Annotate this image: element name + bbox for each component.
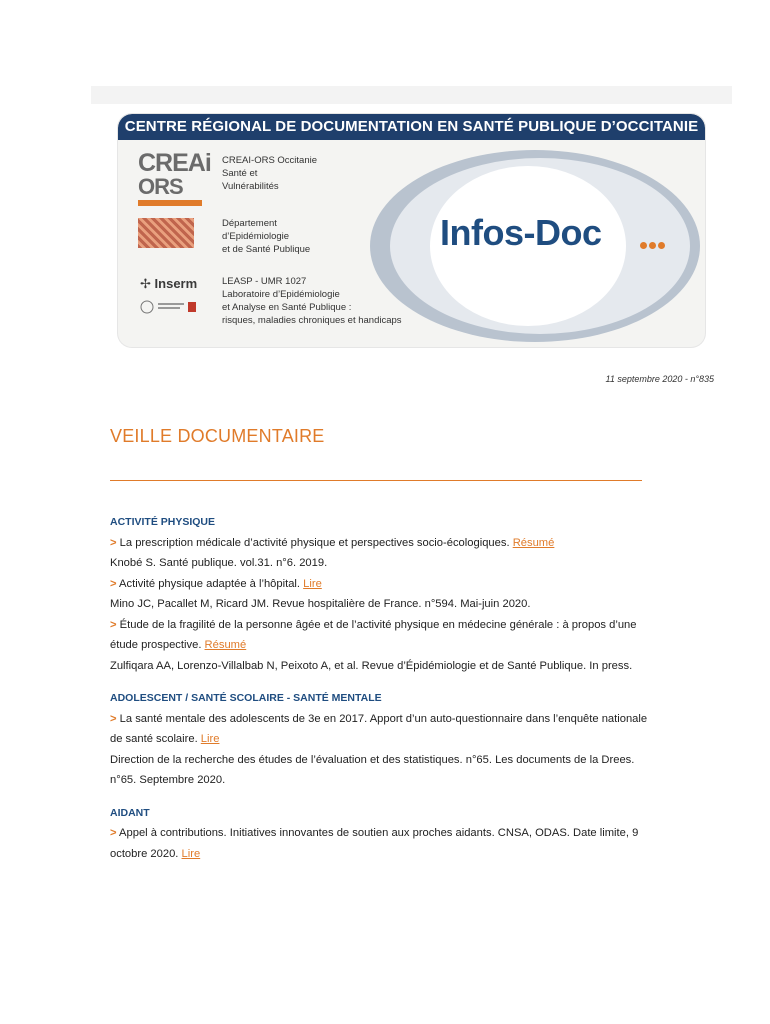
banner-title: CENTRE RÉGIONAL DE DOCUMENTATION EN SANTÉ PUBLIQUE D’OCCITANIE xyxy=(118,114,705,140)
ors-logo-text: ORS xyxy=(138,174,183,199)
category-title: AIDANT xyxy=(110,806,150,819)
top-bar xyxy=(91,86,732,104)
list-item-source: Zulfiqara AA, Lorenzo-Villalbab N, Peixoto A, et al. Revue d’Épidémiologie et de Santé Publique. In press. xyxy=(110,659,633,672)
list-item-title: > Activité physique adaptée à l’hôpital. Lire xyxy=(110,577,322,590)
arrow-icon: > xyxy=(110,577,117,590)
university-logo xyxy=(140,300,210,318)
desp-logo-pattern xyxy=(138,218,194,248)
category-title: ACTIVITÉ PHYSIQUE xyxy=(110,516,216,528)
section-divider xyxy=(110,480,642,481)
arrow-icon: > xyxy=(110,536,117,549)
document-list xyxy=(110,512,710,864)
leasp-description: LEASP - UMR 1027 Laboratoire d’Epidémiologie et Analyse en Santé Publique : risques, maladies chroniques et handicaps xyxy=(222,276,402,326)
infos-doc-title: Infos-Doc xyxy=(440,212,602,253)
arrow-icon: > xyxy=(110,827,117,839)
inserm-logo: ✢ Inserm xyxy=(140,276,198,291)
list-item-title-cont: octobre 2020. Lire xyxy=(110,847,201,860)
university-seal-icon xyxy=(140,300,200,314)
list-item-source: Direction de la recherche des études de l’évaluation et des statistiques. n°65. Les documents de la Drees. xyxy=(110,753,635,766)
resume-link[interactable]: Résumé xyxy=(204,639,247,651)
list-item-title: > Étude de la fragilité de la personne âgée et de l’activité physique en médecine générale : à propos d’une xyxy=(110,618,637,631)
list-item-title: > La santé mentale des adolescents de 3e en 2017. Apport d’un auto-questionnaire dans l’enquête nationale xyxy=(110,712,648,725)
list-item-source: Mino JC, Pacallet M, Ricard JM. Revue hospitalière de France. n°594. Mai-juin 2020. xyxy=(110,598,531,610)
list-item-title: > Appel à contributions. Initiatives innovantes de soutien aux proches aidants. CNSA, ODAS. Date limite, 9 xyxy=(110,827,639,839)
header-banner xyxy=(118,114,705,347)
read-link[interactable]: Lire xyxy=(200,733,220,745)
arrow-icon: > xyxy=(110,618,117,631)
creai-logo-text: CREAi xyxy=(138,149,211,177)
resume-link[interactable]: Résumé xyxy=(512,536,555,549)
list-item-source: Knobé S. Santé publique. vol.31. n°6. 2019. xyxy=(110,557,328,569)
list-item-source: n°65. Septembre 2020. xyxy=(110,774,226,786)
desp-logo xyxy=(138,216,202,256)
read-link[interactable]: Lire xyxy=(303,577,322,590)
inserm-cross-icon: ✢ xyxy=(140,276,151,291)
read-link[interactable]: Lire xyxy=(181,847,201,860)
ellipsis-dots-icon xyxy=(640,236,667,254)
list-item-title: > La prescription médicale d’activité physique et perspectives socio-écologiques. Résumé xyxy=(110,536,555,549)
arrow-icon: > xyxy=(110,712,117,725)
creai-logo-band xyxy=(138,200,202,206)
category-title: ADOLESCENT / SANTÉ SCOLAIRE - SANTÉ MENTALE xyxy=(110,692,382,704)
list-item-title-cont: de santé scolaire. Lire xyxy=(110,733,220,745)
list-item-title-cont: étude prospective. Résumé xyxy=(110,639,247,651)
desp-description: Département d’Epidémiologie et de Santé Publique xyxy=(222,218,311,255)
section-heading: VEILLE DOCUMENTAIRE xyxy=(110,426,325,446)
issue-date: 11 septembre 2020 - n°835 xyxy=(605,374,714,384)
creai-ors-description: CREAI-ORS Occitanie Santé et Vulnérabilités xyxy=(222,155,318,192)
creai-ors-logo xyxy=(138,149,211,214)
